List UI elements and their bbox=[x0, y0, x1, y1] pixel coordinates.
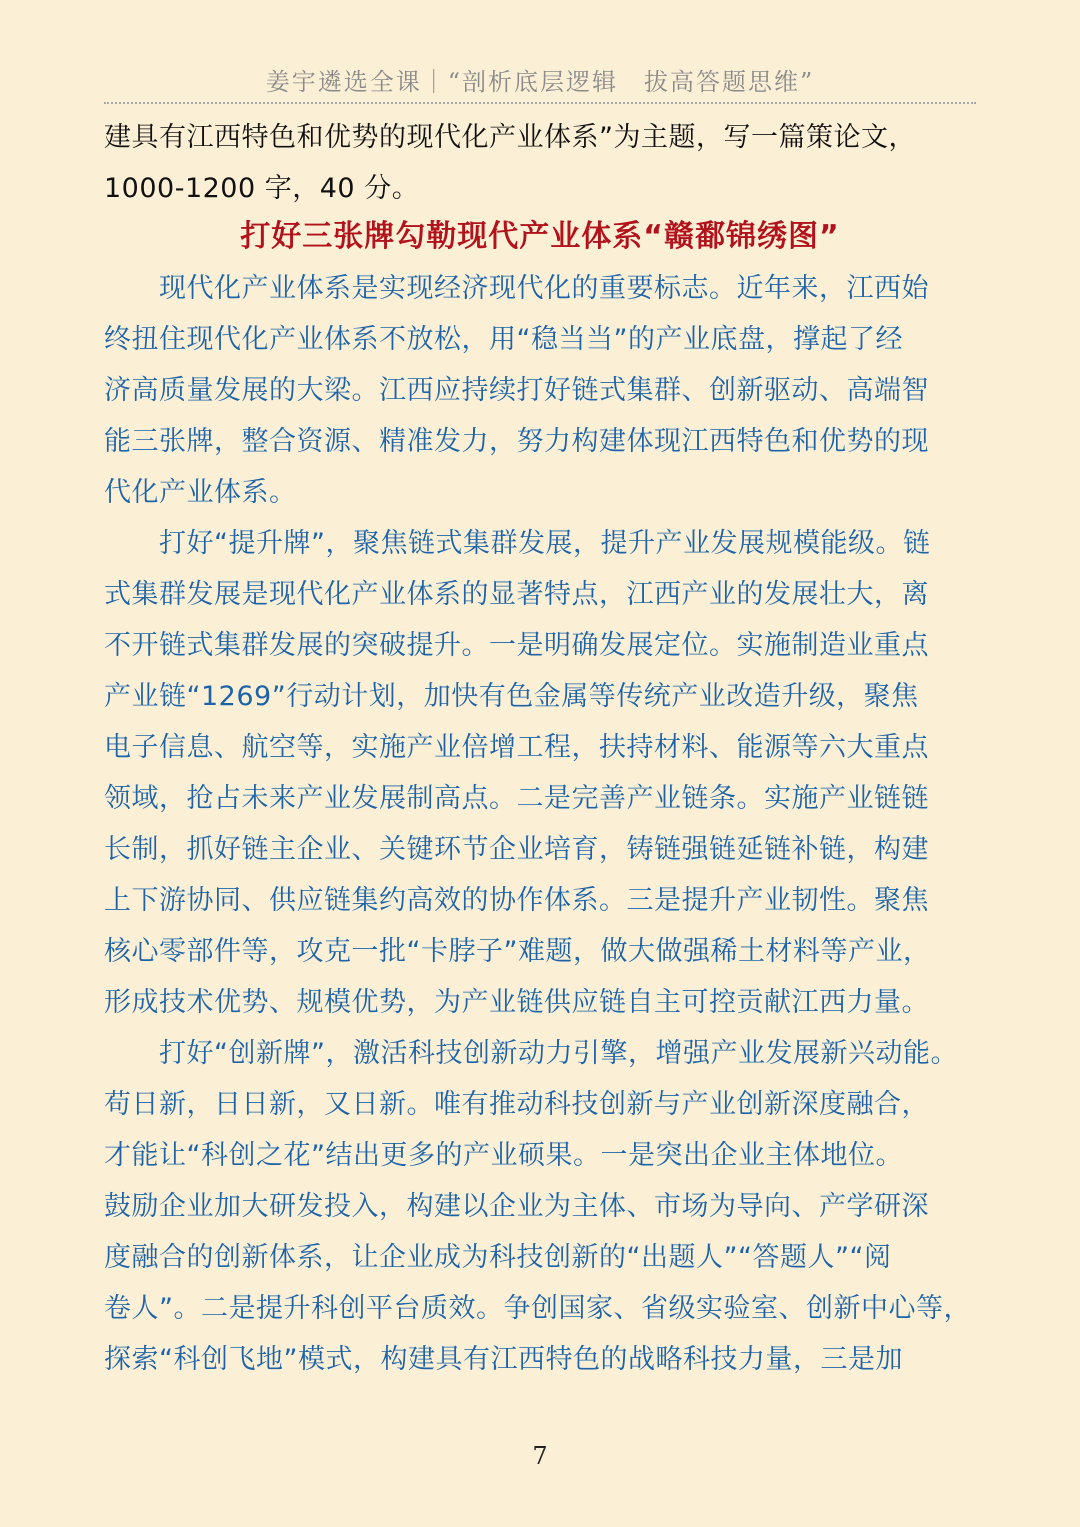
header-divider bbox=[104, 102, 976, 104]
essay-line: 度融合的创新体系，让企业成为科技创新的“出题人”“答题人”“阅 bbox=[104, 1242, 892, 1273]
essay-line: 代化产业体系。 bbox=[104, 477, 297, 508]
essay-line: 济高质量发展的大梁。江西应持续打好链式集群、创新驱动、高端智 bbox=[104, 375, 929, 406]
essay-line: 电子信息、航空等，实施产业倍增工程，扶持材料、能源等六大重点 bbox=[104, 732, 929, 763]
essay-line: 能三张牌，整合资源、精准发力，努力构建体现江西特色和优势的现 bbox=[104, 426, 929, 457]
essay-line: 核心零部件等，攻克一批“卡脖子”难题，做大做强稀土材料等产业， bbox=[104, 936, 931, 967]
essay-line: 长制，抓好链主企业、关键环节企业培育，铸链强链延链补链，构建 bbox=[104, 834, 929, 865]
essay-title: 打好三张牌勾勒现代产业体系“赣鄱锦绣图” bbox=[240, 219, 840, 254]
essay-line: 打好“提升牌”，聚焦链式集群发展，提升产业发展规模能级。链 bbox=[104, 528, 931, 559]
page-number: 7 bbox=[532, 1442, 548, 1470]
essay-body bbox=[104, 263, 984, 1385]
intro-line: 1000-1200 字，40 分。 bbox=[104, 173, 420, 204]
essay-line: 苟日新，日日新，又日新。唯有推动科技创新与产业创新深度融合， bbox=[104, 1089, 929, 1120]
essay-line: 产业链“1269”行动计划，加快有色金属等传统产业改造升级，聚焦 bbox=[104, 681, 919, 712]
essay-line: 领域，抢占未来产业发展制高点。二是完善产业链条。实施产业链链 bbox=[104, 783, 929, 814]
essay-line: 才能让“科创之花”结出更多的产业硕果。一是突出企业主体地位。 bbox=[104, 1140, 903, 1171]
essay-line: 式集群发展是现代化产业体系的显著特点，江西产业的发展壮大，离 bbox=[104, 579, 929, 610]
essay-line: 终扭住现代化产业体系不放松，用“稳当当”的产业底盘，撑起了经 bbox=[104, 324, 903, 355]
essay-line: 探索“科创飞地”模式，构建具有江西特色的战略科技力量，三是加 bbox=[104, 1344, 903, 1375]
question-intro bbox=[104, 112, 984, 214]
essay-line: 鼓励企业加大研发投入，构建以企业为主体、市场为导向、产学研深 bbox=[104, 1191, 929, 1222]
essay-line: 形成技术优势、规模优势，为产业链供应链自主可控贡献江西力量。 bbox=[104, 987, 929, 1018]
essay-line: 现代化产业体系是实现经济现代化的重要标志。近年来，江西始 bbox=[104, 273, 929, 304]
essay-paragraph bbox=[104, 518, 984, 1028]
essay-line: 卷人”。二是提升科创平台质效。争创国家、省级实验室、创新中心等， bbox=[104, 1293, 971, 1324]
essay-paragraph bbox=[104, 1028, 984, 1385]
essay-line: 上下游协同、供应链集约高效的协作体系。三是提升产业韧性。聚焦 bbox=[104, 885, 929, 916]
essay-paragraph bbox=[104, 263, 984, 518]
essay-line: 打好“创新牌”，激活科技创新动力引擎，增强产业发展新兴动能。 bbox=[104, 1038, 958, 1069]
intro-line: 建具有江西特色和优势的现代化产业体系”为主题，写一篇策论文， bbox=[104, 122, 916, 153]
page-header: 姜宇遴选全课｜“剖析底层逻辑 拔高答题思维” bbox=[265, 68, 815, 96]
essay-line: 不开链式集群发展的突破提升。一是明确发展定位。实施制造业重点 bbox=[104, 630, 929, 661]
